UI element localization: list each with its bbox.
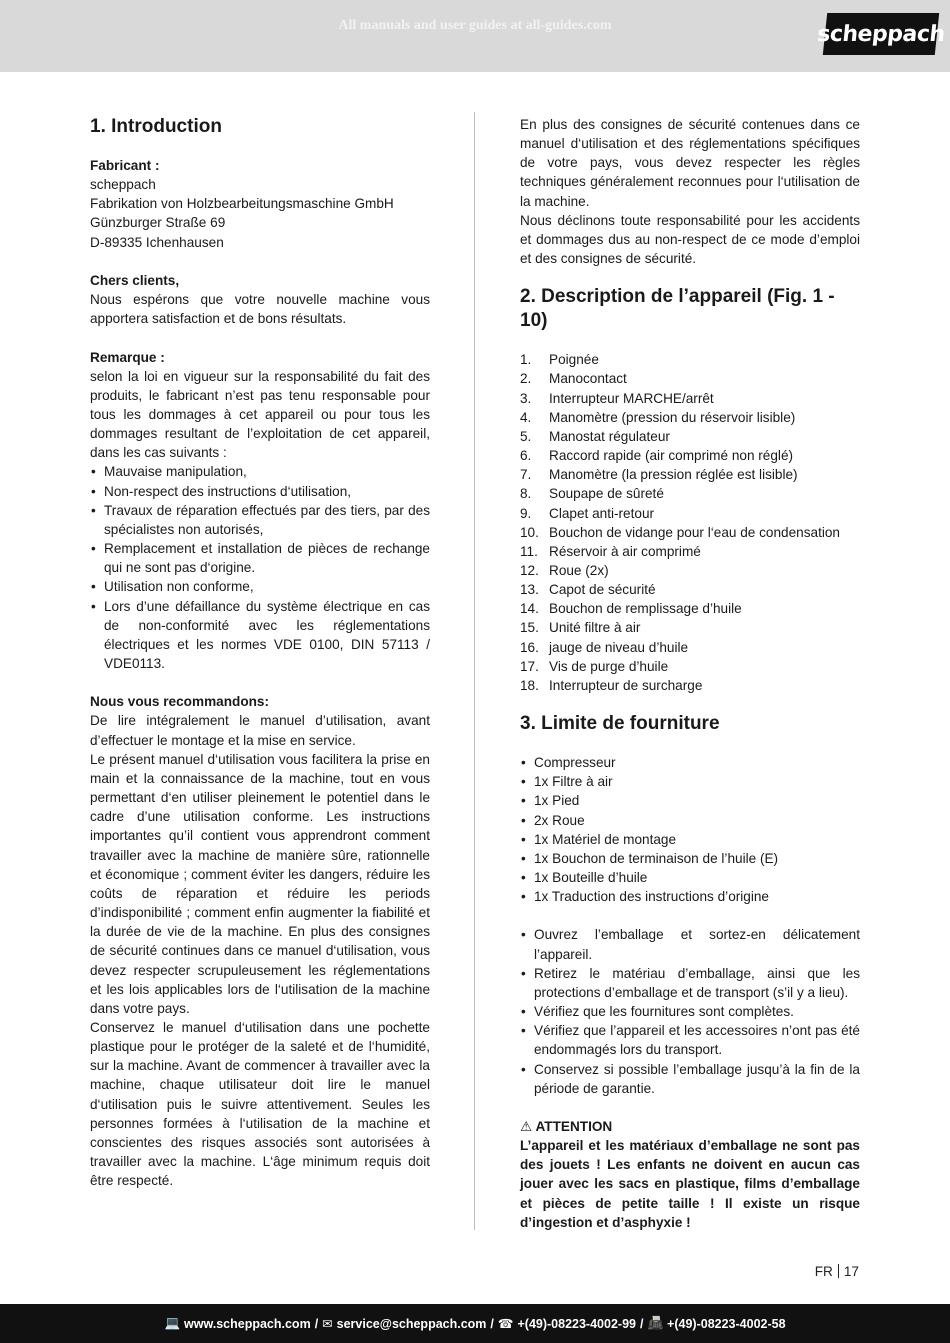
list-item bbox=[520, 657, 860, 676]
clients-label: Chers clients, bbox=[90, 272, 180, 288]
intro-paragraph: Nous déclinons toute responsabilité pour les accidents et dommages dus au non-respect de ce mode d’emploi et des consignes de sécurité. bbox=[520, 212, 860, 267]
scheppach-logo: scheppach bbox=[823, 13, 939, 55]
section-title-description: 2. Description de l’appareil (Fig. 1 - 10) bbox=[520, 286, 835, 332]
remarque-label: Remarque : bbox=[90, 349, 165, 365]
remarque-list bbox=[90, 462, 430, 673]
item-number: 16. bbox=[520, 639, 539, 655]
item-number: 9. bbox=[520, 505, 532, 521]
phone-icon: ☎ bbox=[497, 1317, 514, 1331]
item-text: Soupape de sûreté bbox=[549, 486, 664, 502]
list-item: • Remplacement et installation de pièces de rechange qui ne sont pas d‘origine. bbox=[90, 539, 430, 577]
item-number: 5. bbox=[520, 428, 532, 444]
footer-website[interactable]: www.scheppach.com bbox=[184, 1316, 311, 1331]
list-item bbox=[520, 542, 860, 561]
item-text: Interrupteur de surcharge bbox=[549, 677, 703, 693]
list-item bbox=[520, 484, 860, 503]
item-text: Réservoir à air comprimé bbox=[549, 543, 701, 559]
attention-label: ATTENTION bbox=[535, 1119, 613, 1134]
item-number: 18. bbox=[520, 677, 539, 693]
fabricant-line: D-89335 Ichenhausen bbox=[90, 234, 224, 250]
recommandons-paragraph: De lire intégralement le manuel d’utilisation, avant d’effectuer le montage et la mise en service. bbox=[90, 713, 430, 748]
list-item bbox=[520, 580, 860, 599]
item-text: Raccord rapide (air comprimé non réglé) bbox=[549, 448, 794, 464]
list-item: • Mauvaise manipulation, bbox=[90, 462, 430, 481]
item-number: 15. bbox=[520, 620, 539, 636]
list-item: • 2x Roue bbox=[520, 811, 860, 830]
warning-icon: ⚠ bbox=[520, 1119, 533, 1134]
remarque-text: selon la loi en vigueur sur la responsabilité du fait des produits, le fabricant n’est pas tenu responsable pour tous les dommages à cet appareil ou pour tous les dommages resultant de l’exploitation de cet appareil, dans les cas suivants : bbox=[90, 368, 430, 461]
item-text: Manostat régulateur bbox=[549, 428, 670, 444]
fabricant-line: scheppach bbox=[90, 177, 156, 193]
item-text: jauge de niveau d’huile bbox=[549, 639, 689, 655]
intro-paragraph: En plus des consignes de sécurité contenues dans ce manuel d‘utilisation et des réglementations spécifiques de votre pays, vous devez respecter les règles techniques généralement reconnues pour l‘utilisation de la machine. bbox=[520, 117, 860, 209]
list-item: • 1x Bouchon de terminaison de l’huile (E) bbox=[520, 849, 860, 868]
item-text: Capot de sécurité bbox=[549, 582, 656, 598]
list-item bbox=[520, 618, 860, 637]
recommandons-paragraph: Conservez le manuel d‘utilisation dans une pochette plastique pour le protéger de la saleté et de l‘humidité, sur la machine. Avant de commencer à travailler avec la machine, chaque utilisateur doit lire le manuel d‘utilisation puis le suivre attentivement. Seules les personnes formées à l‘utilisation de la machine et conscientes des risques associés sont autorisées à travailler avec la machine. L‘âge minimum requis doit être respecté. bbox=[90, 1019, 430, 1189]
item-text: Interrupteur MARCHE/arrêt bbox=[549, 390, 714, 406]
list-item bbox=[520, 638, 860, 657]
footer-fax: +(49)-08223-4002-58 bbox=[667, 1316, 786, 1331]
contact-footer bbox=[0, 1304, 950, 1343]
page-num: 17 bbox=[843, 1264, 859, 1279]
recommandons-label: Nous vous recommandons: bbox=[90, 694, 270, 710]
item-number: 7. bbox=[520, 467, 532, 483]
list-item: • 1x Pied bbox=[520, 791, 860, 810]
list-item: • 1x Matériel de montage bbox=[520, 830, 860, 849]
list-item bbox=[520, 676, 860, 695]
footer-phone: +(49)-08223-4002-99 bbox=[517, 1316, 636, 1331]
fourniture-list bbox=[520, 753, 860, 906]
footer-separator: / bbox=[314, 1316, 319, 1331]
item-text: Clapet anti-retour bbox=[549, 505, 655, 521]
clients-text: Nous espérons que votre nouvelle machine vous apportera satisfaction et de bons résultats. bbox=[90, 292, 430, 327]
right-column bbox=[520, 115, 860, 1232]
section-title-fourniture: 3. Limite de fourniture bbox=[520, 713, 720, 735]
page-number bbox=[815, 1264, 859, 1279]
item-text: Manomètre (pression du réservoir lisible) bbox=[549, 409, 796, 425]
item-number: 4. bbox=[520, 409, 532, 425]
list-item: • Vérifiez que l’appareil et les accessoires n’ont pas été endommagés lors du transport. bbox=[520, 1021, 860, 1059]
left-column bbox=[90, 115, 430, 1190]
list-item bbox=[520, 504, 860, 523]
attention-text: L’appareil et les matériaux d’emballage ne sont pas des jouets ! Les enfants ne doivent en aucun cas jouer avec les sacs en plastique, films d’emballage et pièces de petite taille ! Il existe un risque d’ingestion et d’asphyxie ! bbox=[520, 1138, 860, 1230]
footer-separator: / bbox=[639, 1316, 644, 1331]
recommandons-paragraph: Le présent manuel d‘utilisation vous facilitera la prise en main et la connaissance de la machine, tout en vous permettant d‘en utiliser pleinement le potentiel dans le cadre d’une utilisation conforme. Les instructions importantes qu’il contient vous apprendront comment travailler avec la machine de manière sûre, rationnelle et économique ; comment éviter les dangers, réduire les coûts de réparation et réduire les periods d’indisponibilité ; comment enfin augmenter la fiabilité et la durée de vie de la machine. En plus des consignes de sécurité continues dans ce manuel d‘utilisation, vous devez respecter scrupuleusement les réglementations et les lois applicables lors de l‘utilisation de la machine dans votre pays. bbox=[90, 751, 430, 1016]
list-item: • Retirez le matériau d’emballage, ainsi que les protections d’emballage et de transport (s’il y a lieu). bbox=[520, 964, 860, 1002]
mail-icon: ✉ bbox=[322, 1317, 333, 1331]
list-item: • 1x Traduction des instructions d’origine bbox=[520, 887, 860, 906]
page-lang: FR bbox=[814, 1264, 833, 1279]
item-text: Roue (2x) bbox=[549, 562, 609, 578]
item-number: 8. bbox=[520, 486, 532, 502]
list-item: • Vérifiez que les fournitures sont complètes. bbox=[520, 1002, 860, 1021]
item-number: 1. bbox=[520, 352, 532, 368]
item-number: 10. bbox=[520, 524, 539, 540]
list-item bbox=[520, 561, 860, 580]
list-item: • Utilisation non conforme, bbox=[90, 577, 430, 596]
unpacking-steps-list bbox=[520, 925, 860, 1097]
list-item: • Lors d’une défaillance du système électrique en cas de non-conformité avec les réglementations électriques et les normes VDE 0100, DIN 57113 / VDE0113. bbox=[90, 597, 430, 674]
item-number: 12. bbox=[520, 562, 539, 578]
list-item: • 1x Bouteille d’huile bbox=[520, 868, 860, 887]
list-item bbox=[520, 523, 860, 542]
list-item bbox=[520, 389, 860, 408]
footer-separator: / bbox=[490, 1316, 494, 1331]
fabricant-line: Günzburger Straße 69 bbox=[90, 215, 226, 231]
item-number: 3. bbox=[520, 390, 532, 406]
item-number: 11. bbox=[520, 543, 538, 559]
list-item: • Non-respect des instructions d‘utilisation, bbox=[90, 482, 430, 501]
list-item: • Ouvrez l’emballage et sortez-en délicatement l’appareil. bbox=[520, 925, 860, 963]
watermark-text: All manuals and user guides at all-guides.com bbox=[338, 18, 612, 33]
top-banner bbox=[0, 0, 950, 72]
fabricant-line: Fabrikation von Holzbearbeitungsmaschine GmbH bbox=[90, 196, 394, 212]
page-number-divider bbox=[838, 1264, 839, 1278]
item-number: 17. bbox=[520, 658, 539, 674]
item-text: Unité filtre à air bbox=[549, 620, 641, 636]
item-text: Bouchon de vidange pour l‘eau de condensation bbox=[549, 524, 840, 540]
item-text: Vis de purge d’huile bbox=[549, 658, 669, 674]
list-item: • Travaux de réparation effectués par des tiers, par des spécialistes non autorisés, bbox=[90, 501, 430, 539]
description-list bbox=[520, 350, 860, 695]
list-item bbox=[520, 599, 860, 618]
item-number: 2. bbox=[520, 371, 532, 387]
item-text: Manocontact bbox=[549, 371, 627, 387]
list-item bbox=[520, 465, 860, 484]
item-number: 13. bbox=[520, 582, 539, 598]
item-number: 14. bbox=[520, 601, 539, 617]
list-item: • Compresseur bbox=[520, 753, 860, 772]
fax-icon: 📠 bbox=[647, 1316, 664, 1330]
item-text: Manomètre (la pression réglée est lisible) bbox=[549, 467, 798, 483]
list-item bbox=[520, 350, 860, 369]
computer-icon: 💻 bbox=[164, 1316, 181, 1330]
attention-heading bbox=[520, 1117, 860, 1136]
list-item bbox=[520, 408, 860, 427]
list-item: • Conservez si possible l’emballage jusqu’à la fin de la période de garantie. bbox=[520, 1060, 860, 1098]
column-divider bbox=[474, 112, 475, 1230]
footer-email[interactable]: service@scheppach.com bbox=[336, 1316, 487, 1331]
list-item: • 1x Filtre à air bbox=[520, 772, 860, 791]
list-item bbox=[520, 369, 860, 388]
list-item bbox=[520, 446, 860, 465]
item-text: Poignée bbox=[549, 352, 599, 368]
section-title-introduction: 1. Introduction bbox=[90, 116, 222, 137]
fabricant-label: Fabricant : bbox=[90, 158, 160, 173]
item-number: 6. bbox=[520, 448, 532, 464]
item-text: Bouchon de remplissage d’huile bbox=[549, 601, 742, 617]
list-item bbox=[520, 427, 860, 446]
